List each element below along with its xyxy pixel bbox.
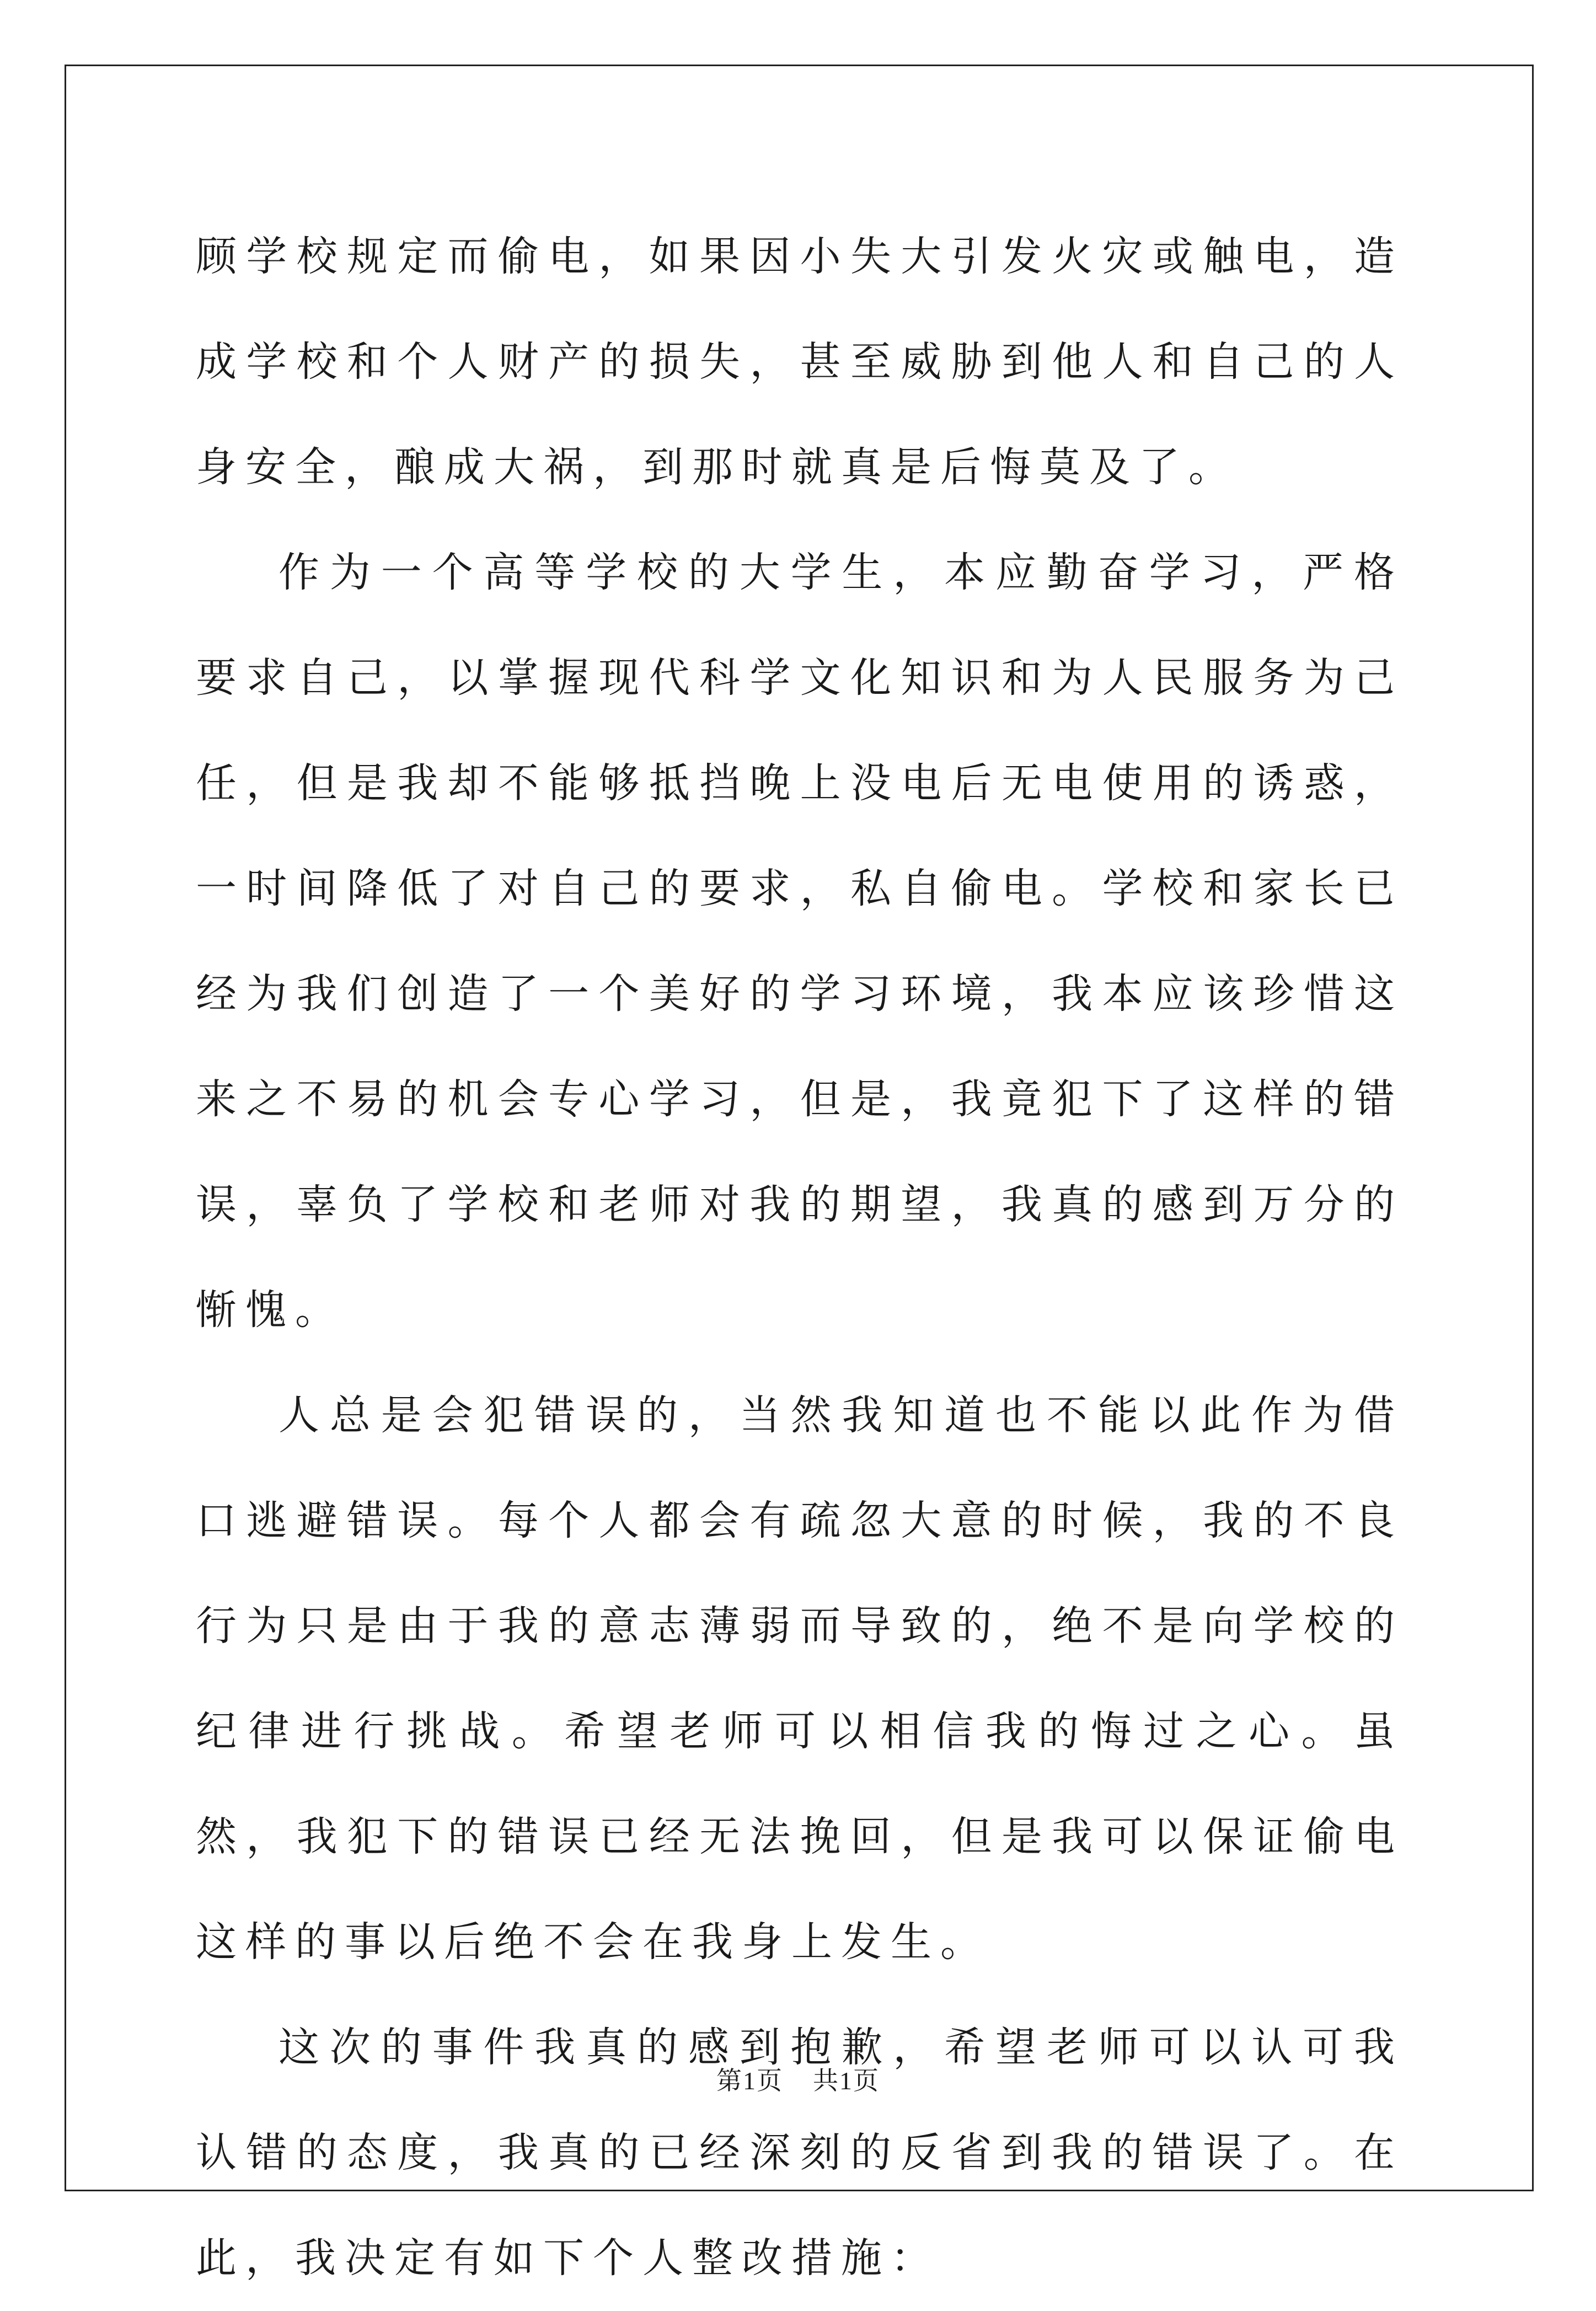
paragraph-1: 顾学校规定而偷电，如果因小失大引发火灾或触电，造成学校和个人财产的损失，甚至威胁到他人和自己的人身安全，酿成大祸，到那时就真是后悔莫及了。 [196,233,1404,491]
paragraph-2: 作为一个高等学校的大学生，本应勤奋学习，严格要求自己，以掌握现代科学文化知识和为人民服务为己任，但是我却不能够抵挡晚上没电后无电使用的诱惑，一时间降低了对自己的要求，私自偷电。学校和家长已经为我们创造了一个美好的学习环境，我本应该珍惜这来之不易的机会专心学习，但是，我竟犯下了这样的错误，辜负了学校和老师对我的期望，我真的感到万分的惭愧。 [196,549,1404,1334]
footer-gap [783,2067,813,2095]
page-number-current: 第1页 [716,2067,783,2095]
page-number-total: 共1页 [813,2067,880,2095]
paragraph-4: 这次的事件我真的感到抱歉，希望老师可以认可我认错的态度，我真的已经深刻的反省到我的错误了。在此，我决定有如下个人整改措施： [196,2024,1404,2282]
document-body [196,204,1404,2311]
page-footer [0,2061,1596,2097]
paragraph-3: 人总是会犯错误的，当然我知道也不能以此作为借口逃避错误。每个人都会有疏忽大意的时候，我的不良行为只是由于我的意志薄弱而导致的，绝不是向学校的纪律进行挑战。希望老师可以相信我的悔过之心。虽然，我犯下的错误已经无法挽回，但是我可以保证偷电这样的事以后绝不会在我身上发生。 [196,1392,1404,1966]
